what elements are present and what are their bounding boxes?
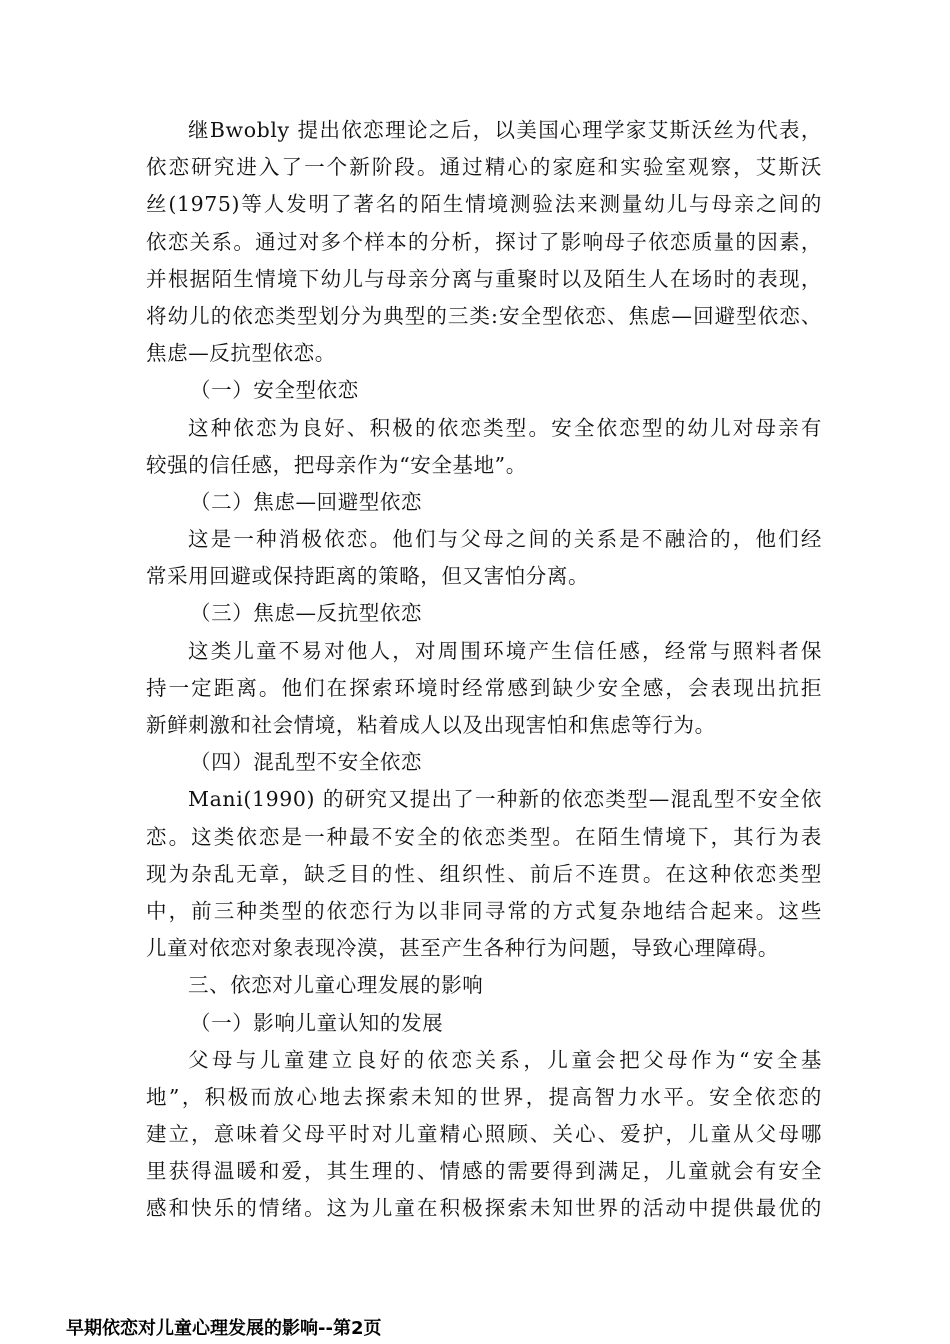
text-line: 父母与儿童建立良好的依恋关系，儿童会把父母作为“安全基 — [188, 1047, 822, 1072]
text-line: 并根据陌生情境下幼儿与母亲分离与重聚时以及陌生人在场时的表现， — [146, 266, 822, 291]
section-heading: （二）焦虑—回避型依恋 — [190, 489, 423, 514]
text-line: 感和快乐的情绪。这为儿童在积极探索未知世界的活动中提供最优的 — [146, 1196, 822, 1221]
section-heading: （四）混乱型不安全依恋 — [190, 750, 423, 775]
text-line: 里获得温暖和爱，其生理的、情感的需要得到满足，儿童就会有安全 — [146, 1159, 822, 1184]
text-line: 这是一种消极依恋。他们与父母之间的关系是不融洽的，他们经 — [188, 527, 822, 552]
text-line: 这类儿童不易对他人，对周围环境产生信任感，经常与照料者保 — [188, 638, 822, 663]
text-line: 丝(1975)等人发明了著名的陌生情境测验法来测量幼儿与母亲之间的 — [146, 192, 822, 217]
text-line: 依恋关系。通过对多个样本的分析，探讨了影响母子依恋质量的因素， — [146, 229, 822, 254]
page-footer: 早期依恋对儿童心理发展的影响--第2页 — [66, 1318, 382, 1339]
text-line: 建立，意味着父母平时对儿童精心照顾、关心、爱护，儿童从父母哪 — [146, 1122, 822, 1147]
text-line: 三、依恋对儿童心理发展的影响 — [188, 973, 484, 998]
text-line: 地”，积极而放心地去探索未知的世界，提高智力水平。安全依恋的 — [146, 1084, 822, 1109]
text-line: 恋。这类依恋是一种最不安全的依恋类型。在陌生情境下，其行为表 — [146, 824, 822, 849]
text-line: 现为杂乱无章，缺乏目的性、组织性、前后不连贯。在这种依恋类型 — [146, 861, 822, 886]
text-line: 这种依恋为良好、积极的依恋类型。安全依恋型的幼儿对母亲有 — [188, 415, 822, 440]
document-body — [146, 112, 822, 1228]
section-heading: （一）影响儿童认知的发展 — [190, 1010, 444, 1035]
section-heading: （一）安全型依恋 — [190, 378, 359, 403]
text-line: 焦虑—反抗型依恋。 — [146, 341, 336, 366]
text-line: 常采用回避或保持距离的策略，但又害怕分离。 — [146, 564, 590, 589]
text-line: 继Bwobly 提出依恋理论之后，以美国心理学家艾斯沃丝为代表， — [188, 118, 822, 142]
text-line: 持一定距离。他们在探索环境时经常感到缺少安全感，会表现出抗拒 — [146, 675, 822, 700]
text-line: 儿童对依恋对象表现冷漠，甚至产生各种行为问题，导致心理障碍。 — [146, 936, 779, 961]
text-line: Mani(1990) 的研究又提出了一种新的依恋类型—混乱型不安全依 — [188, 787, 822, 812]
text-line: 中，前三种类型的依恋行为以非同寻常的方式复杂地结合起来。这些 — [146, 898, 822, 923]
text-line: 较强的信任感，把母亲作为“安全基地”。 — [146, 452, 527, 477]
text-line: 依恋研究进入了一个新阶段。通过精心的家庭和实验室观察，艾斯沃 — [146, 155, 822, 180]
text-line: 新鲜刺激和社会情境，粘着成人以及出现害怕和焦虑等行为。 — [146, 713, 716, 737]
text-line: 将幼儿的依恋类型划分为典型的三类:安全型依恋、焦虑—回避型依恋、 — [146, 303, 822, 328]
section-heading: （三）焦虑—反抗型依恋 — [190, 601, 423, 626]
